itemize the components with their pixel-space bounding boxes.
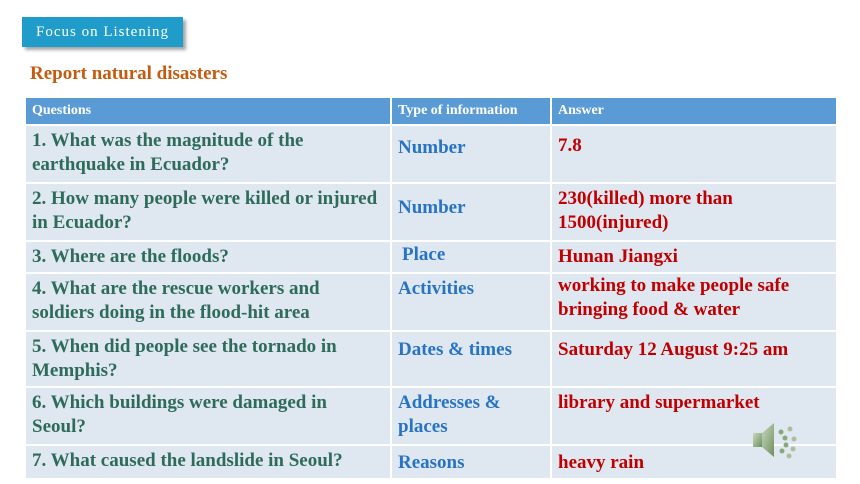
answer-cell: heavy rain [551, 445, 837, 479]
answer-cell: 7.8 [551, 125, 837, 183]
type-cell: Activities [391, 273, 551, 331]
question-cell: 5. When did people see the tornado in Memphis? [25, 331, 391, 387]
type-cell: Dates & times [391, 331, 551, 387]
type-cell: Place [391, 241, 551, 273]
answer-cell: library and supermarket [551, 387, 837, 445]
column-header-questions: Questions [25, 97, 391, 125]
column-header-type: Type of information [391, 97, 551, 125]
table-row [25, 387, 837, 445]
table-row [25, 445, 837, 479]
question-cell: 6. Which buildings were damaged in Seoul? [25, 387, 391, 445]
type-cell: Number [391, 125, 551, 183]
question-cell: 2. How many people were killed or injured in Ecuador? [25, 183, 391, 241]
section-badge: Focus on Listening [22, 17, 183, 47]
table-row [25, 273, 837, 331]
table-row [25, 331, 837, 387]
table-row [25, 241, 837, 273]
page-subtitle: Report natural disasters [30, 63, 228, 84]
table-header-row [25, 97, 837, 125]
question-cell: 4. What are the rescue workers and soldiers doing in the flood-hit area [25, 273, 391, 331]
column-header-answer: Answer [551, 97, 837, 125]
question-cell: 7. What caused the landslide in Seoul? [25, 445, 391, 479]
question-cell: 3. Where are the floods? [25, 241, 391, 273]
type-cell: Reasons [391, 445, 551, 479]
answer-cell: working to make people safe bringing food & water [551, 273, 837, 331]
speaker-icon[interactable] [750, 418, 798, 462]
answer-cell: Hunan Jiangxi [551, 241, 837, 273]
table-row [25, 125, 837, 183]
type-cell: Number [391, 183, 551, 241]
question-cell: 1. What was the magnitude of the earthquake in Ecuador? [25, 125, 391, 183]
answer-cell: 230(killed) more than 1500(injured) [551, 183, 837, 241]
type-cell: Addresses & places [391, 387, 551, 445]
answer-cell: Saturday 12 August 9:25 am [551, 331, 837, 387]
table-row [25, 183, 837, 241]
disaster-table [24, 96, 838, 480]
